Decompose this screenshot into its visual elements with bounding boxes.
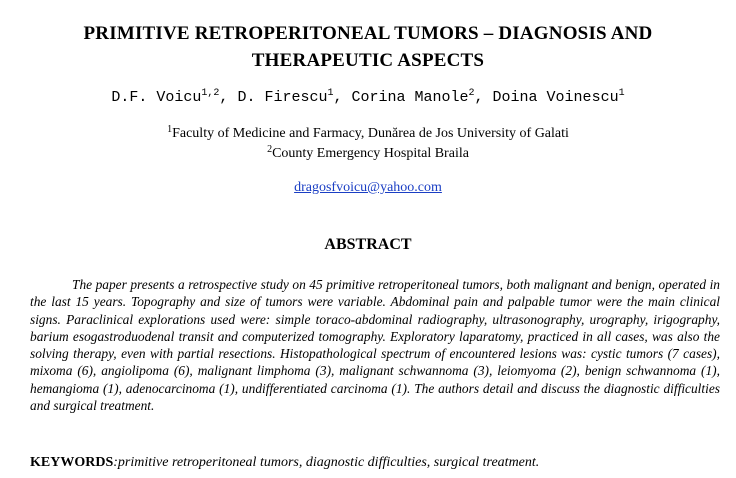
paper-title [0, 20, 736, 74]
author-list [0, 88, 736, 108]
keywords-text: :primitive retroperitoneal tumors, diagnostic difficulties, surgical treatment. [113, 455, 540, 470]
author-affiliation-mark: 1,2 [201, 88, 220, 99]
affiliation-mark: 1 [167, 124, 173, 135]
title-line-2: THERAPEUTIC ASPECTS [251, 50, 485, 71]
email-link[interactable]: dragosfvoicu@yahoo.com [294, 180, 442, 195]
affiliation [0, 124, 736, 144]
abstract-heading: ABSTRACT [324, 236, 412, 253]
affiliation-list [0, 124, 736, 164]
author-name: Doina Voinescu [492, 89, 619, 106]
abstract-body: The paper presents a retrospective study on 45 primitive retroperitoneal tumors, both malignant and benign, operated in the last 15 years. Topography and size of tumors were variable. Abdominal pain and palpable tumor were the main clinical signs. Paraclinical explorations used were: simple toraco-abdominal radiography, ultrasonography, urography, irigography, barium esogastroduodenal transit and computerized tomography. Exploratory laparatomy, practiced in all cases, was also the solving therapy, even with partial resections. Histopathological spectrum of encountered lesions was: cystic tumors (7 cases), mixoma (6), angiolipoma (6), malignant limphoma (3), malignant schwannoma (3), leiomyoma (2), benign schwannoma (1), hemangioma (1), adenocarcinoma (1), undifferentiated carcinoma (1). The authors detail and discuss the diagnostic difficulties and surgical treatment. [30, 277, 720, 414]
affiliation-mark: 2 [267, 144, 273, 155]
keywords-line [30, 454, 720, 472]
author-name: D. Firescu [237, 89, 328, 106]
author-name: D.F. Voicu [111, 89, 202, 106]
contact-email [0, 179, 736, 197]
affiliation [0, 144, 736, 164]
title-line-1: PRIMITIVE RETROPERITONEAL TUMORS – DIAGNOSIS AND [83, 23, 653, 44]
author-affiliation-mark: 2 [468, 88, 475, 99]
affiliation-text: County Emergency Hospital Braila [272, 146, 469, 161]
author-name: Corina Manole [351, 89, 469, 106]
author-affiliation-mark: 1 [327, 88, 334, 99]
keywords-label: KEYWORDS [30, 455, 114, 470]
author-separator: , [474, 89, 493, 106]
author-affiliation-mark: 1 [618, 88, 625, 99]
author-separator: , [219, 89, 238, 106]
author-separator: , [333, 89, 352, 106]
affiliation-text: Faculty of Medicine and Farmacy, Dunărea de Jos University of Galati [172, 126, 569, 141]
